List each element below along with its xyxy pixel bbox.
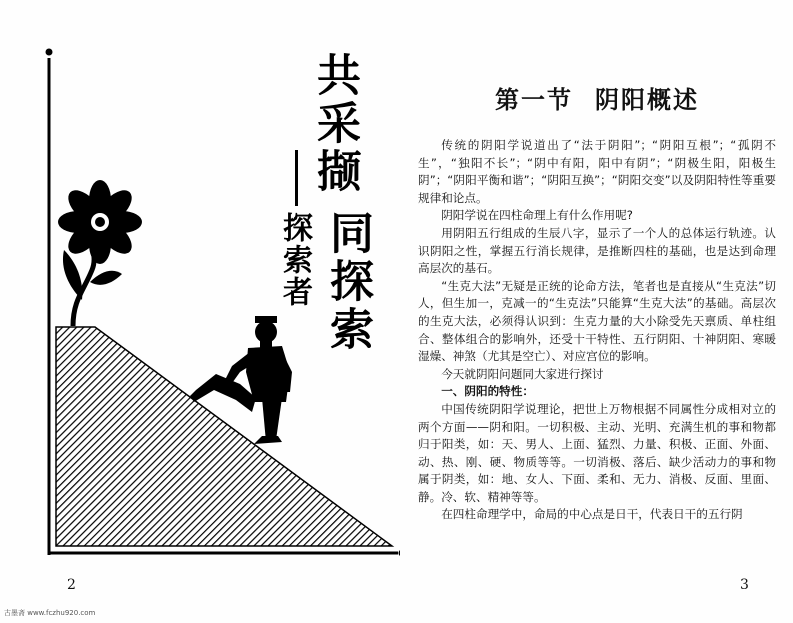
flower-icon bbox=[58, 180, 142, 326]
paragraph: 传统的阴阳学说道出了“法于阴阳”；“阴阳互根”；“孤阴不生”，“独阳不长”；“阴中有阳，阳中有阴”；“阴极生阳，阳极生阴”；“阴阳平衡和谐”；“阴阳互换”；“阴阳交变”以及阴阳特性等重要规律和论点。 bbox=[418, 138, 776, 205]
paragraph: 在四柱命理学中，命局的中心点是日干，代表日干的五行阴 bbox=[441, 507, 743, 522]
title-dash bbox=[295, 150, 298, 206]
paragraph: 阴阳学说在四柱命理上有什么作用呢? bbox=[441, 208, 633, 223]
footer-watermark: 古墨斋 www.fczhu920.com bbox=[4, 609, 96, 617]
right-page-text bbox=[418, 80, 776, 524]
author-name: 探索者 bbox=[277, 212, 312, 308]
paragraph: 今天就阴阳问题同大家进行探讨 bbox=[441, 366, 604, 381]
hatched-slope bbox=[56, 327, 392, 546]
book-title-main: 共采撷 bbox=[309, 52, 360, 196]
page-number-right: 3 bbox=[740, 577, 749, 593]
paragraph: 用阴阳五行组成的生辰八字，显示了一个人的总体运行轨迹。认识阴阳之性，掌握五行消长规律，是推断四柱的基础，也是达到命理高层次的基石。 bbox=[418, 225, 776, 276]
book-title-sub: 同探索 bbox=[322, 210, 373, 354]
paragraph: 中国传统阴阳学说理论，把世上万物根据不同属性分成相对立的两个方面——阴和阳。一切积极、主动、光明、充满生机的事和物都归于阳类，如：天、男人、上面、猛烈、力量、积极、正面、外面、动、热、刚、硬、物质等等。一切消极、落后、缺少活动力的事和物属于阴类，如：地、女人、下面、柔和、无力、消极、反面、里面、静。冷、软、精神等等。 bbox=[418, 401, 776, 504]
section-title bbox=[418, 80, 776, 115]
paragraph: “生克大法”无疑是正统的论命方法，笔者也是直接从“生克法”切人，但生加一，克减一的“生克法”只能算“生克大法”的基础。高层次的生克大法，必须得认识到：生克力量的大小除受先天禀质、单柱组合、整体组合的影响外，还受十干特性、五行阴阳、十神阴阳、寒暖湿燥、神煞（尤其是空亡）、对应宫位的影响。 bbox=[418, 278, 776, 364]
subheading: 一、阴阳的特性： bbox=[441, 384, 534, 399]
page-number-left: 2 bbox=[67, 577, 76, 593]
section-name: 阴阳概述 bbox=[595, 86, 699, 114]
section-label: 第一节 bbox=[495, 86, 573, 114]
